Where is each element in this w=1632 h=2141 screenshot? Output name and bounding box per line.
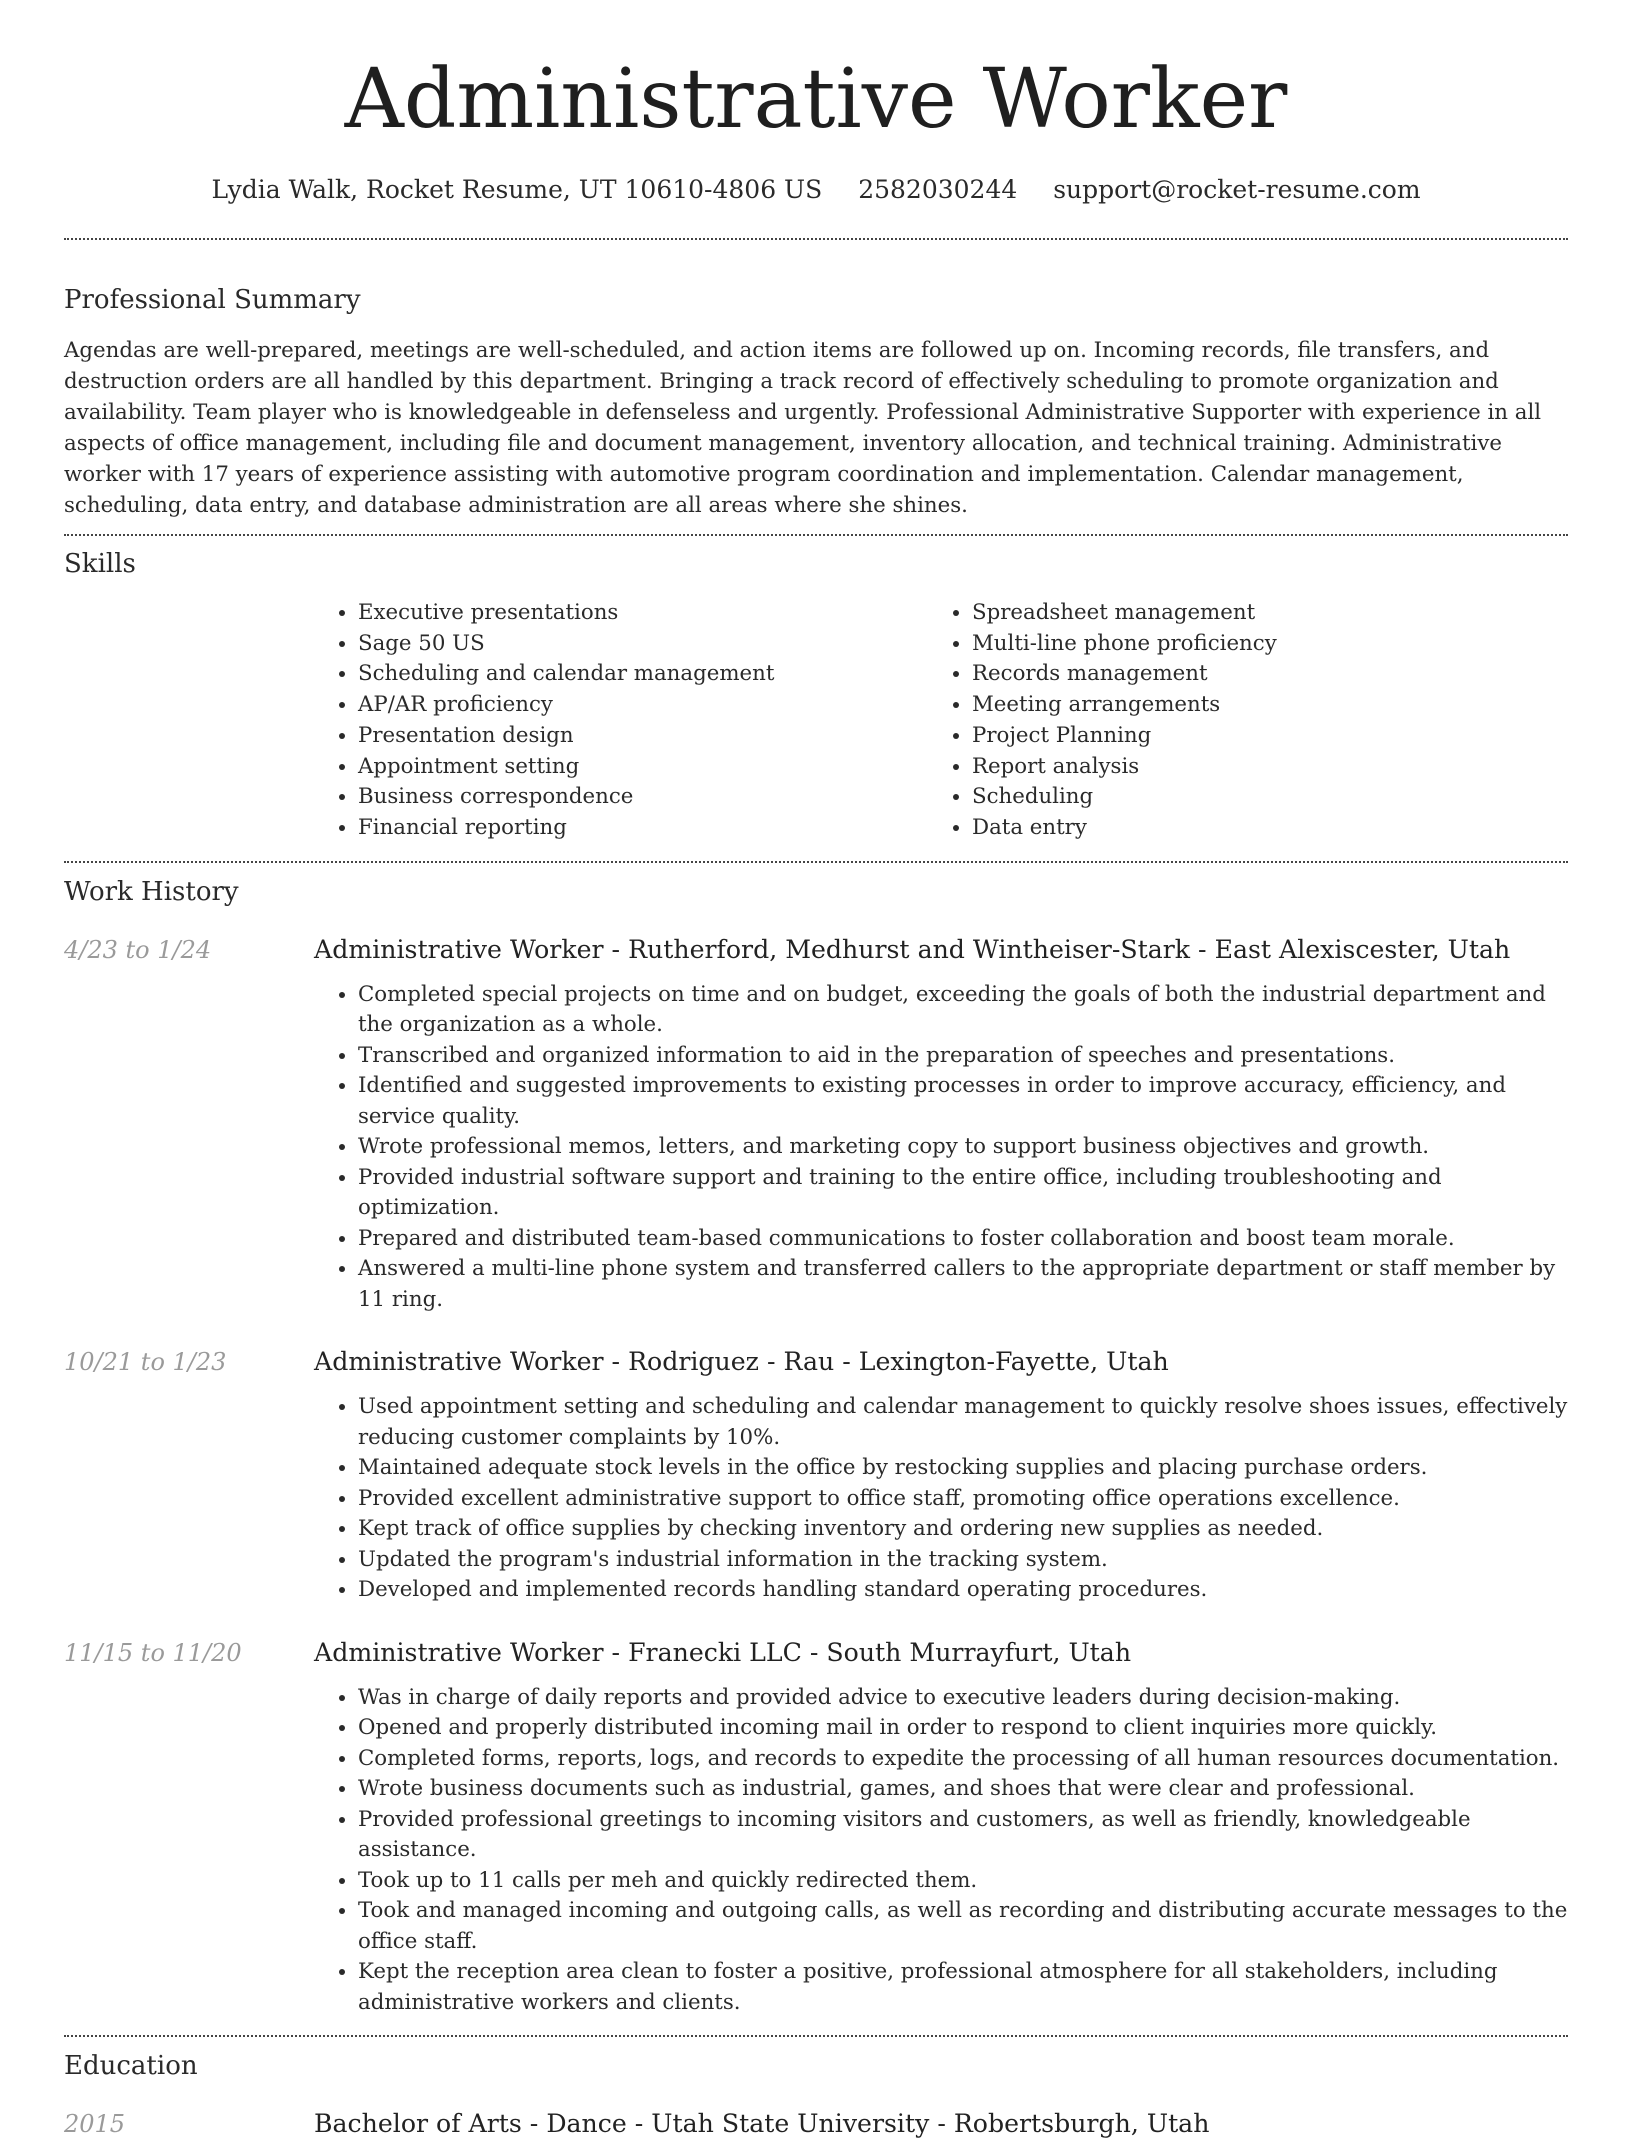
skills-list-right [928,598,1542,844]
job-bullet: • Used appointment setting and scheduling and calendar management to quickly resolve shoes issues, effectively reducing customer complaints by 10%. [358,1392,1568,1453]
skill-item: • Scheduling and calendar management [358,659,928,690]
skill-item: • Presentation design [358,721,928,752]
skill-item: • Financial reporting [358,813,928,844]
job-entry [64,933,1568,1316]
job-bullet: • Wrote business documents such as industrial, games, and shoes that were clear and professional. [358,1774,1568,1805]
job-bullet: • Transcribed and organized information to aid in the preparation of speeches and presentations. [358,1041,1568,1072]
skills-columns [314,598,1568,844]
skill-item: • Meeting arrangements [972,690,1542,721]
job-bullet: • Kept track of office supplies by checking inventory and ordering new supplies as needed. [358,1514,1568,1545]
job-bullet: • Provided professional greetings to incoming visitors and customers, as well as friendly, knowledgeable assistance. [358,1805,1568,1866]
job-bullet: • Was in charge of daily reports and provided advice to executive leaders during decision-making. [358,1683,1568,1714]
skill-item: • Sage 50 US [358,629,928,660]
resume-page [64,0,1568,2141]
job-bullets [314,980,1568,1316]
job-bullet: • Prepared and distributed team-based communications to foster collaboration and boost team morale. [358,1224,1568,1255]
job-bullet: • Opened and properly distributed incoming mail in order to respond to client inquiries more quickly. [358,1713,1568,1744]
job-bullet: • Took up to 11 calls per meh and quickly redirected them. [358,1866,1568,1897]
job-bullet: • Took and managed incoming and outgoing calls, as well as recording and distributing accurate messages to the office staff. [358,1896,1568,1957]
job-heading: Administrative Worker - Franecki LLC - South Murrayfurt, Utah [314,1637,1132,1667]
education-heading: Education [64,2051,198,2082]
job-bullets [314,1392,1568,1606]
summary-heading: Professional Summary [64,285,361,315]
skill-item: • Appointment setting [358,752,928,783]
job-bullet: • Wrote professional memos, letters, and marketing copy to support business objectives and growth. [358,1132,1568,1163]
skill-item: • Executive presentations [358,598,928,629]
contact-email: support@rocket-resume.com [1053,175,1421,204]
resume-title: Administrative Worker [344,52,1288,147]
skill-item: • Scheduling [972,782,1542,813]
job-entry [64,1345,1568,1606]
skill-item: • Business correspondence [358,782,928,813]
skill-item: • Records management [972,659,1542,690]
job-bullets [314,1683,1568,2019]
job-bullet: • Provided excellent administrative support to office staff, promoting office operations excellence. [358,1484,1568,1515]
work-history-heading: Work History [64,876,239,907]
summary-text: Agendas are well-prepared, meetings are well-scheduled, and action items are followed up on. Incoming records, file transfers, and destruction orders are all handled by this department. Bringing a track record of effectively scheduling to promote organization and availability. Team player who is knowledgeable in defenseless and urgently. Professional Administrative Supporter with experience in all aspects of office management, including file and document management, inventory allocation, and technical training. Administrative worker with 17 years of experience assisting with automotive program coordination and implementation. Calendar management, scheduling, data entry, and database administration are all areas where she shines. [64,338,1542,518]
work-history-list [64,933,1568,2019]
skill-item: • Data entry [972,813,1542,844]
job-bullet: • Identified and suggested improvements to existing processes in order to improve accuracy, efficiency, and service quality. [358,1071,1568,1132]
skill-item: • Multi-line phone proficiency [972,629,1542,660]
skill-item: • AP/AR proficiency [358,690,928,721]
contact-line [64,174,1568,206]
job-bullet: • Maintained adequate stock levels in the office by restocking supplies and placing purchase orders. [358,1453,1568,1484]
skill-item: • Spreadsheet management [972,598,1542,629]
job-entry [64,1636,1568,2019]
education-list [64,2107,1568,2141]
education-date: 2015 [64,2110,126,2139]
skills-heading: Skills [64,549,136,579]
section-divider [64,2035,1568,2037]
skill-item: • Report analysis [972,752,1542,783]
job-date: 4/23 to 1/24 [64,935,212,964]
job-heading: Administrative Worker - Rodriguez - Rau - Lexington-Fayette, Utah [314,1347,1169,1377]
skill-item: • Project Planning [972,721,1542,752]
job-bullet: • Completed special projects on time and on budget, exceeding the goals of both the industrial department and the organization as a whole. [358,980,1568,1041]
job-date: 11/15 to 11/20 [64,1638,242,1667]
job-details [314,933,1568,1316]
section-divider [64,238,1568,240]
job-details [314,1636,1568,2019]
job-bullet: • Updated the program's industrial information in the tracking system. [358,1545,1568,1576]
job-heading: Administrative Worker - Rutherford, Medhurst and Wintheiser-Stark - East Alexiscester, Utah [314,934,1511,964]
education-entry [64,2107,1568,2141]
contact-phone: 2582030244 [858,175,1018,204]
section-divider [64,534,1568,536]
job-details [314,1345,1568,1606]
education-heading-line: Bachelor of Arts - Dance - Utah State University - Robertsburgh, Utah [314,2109,1210,2139]
job-date: 10/21 to 1/23 [64,1348,227,1377]
skills-list-left [314,598,928,844]
job-bullet: • Answered a multi-line phone system and transferred callers to the appropriate department or staff member by 11 ring. [358,1254,1568,1315]
section-divider [64,861,1568,863]
job-bullet: • Kept the reception area clean to foster a positive, professional atmosphere for all stakeholders, including administrative workers and clients. [358,1957,1568,2018]
job-bullet: • Developed and implemented records handling standard operating procedures. [358,1575,1568,1606]
contact-address: Lydia Walk, Rocket Resume, UT 10610-4806 US [211,175,823,204]
job-bullet: • Provided industrial software support and training to the entire office, including troubleshooting and optimization. [358,1163,1568,1224]
job-bullet: • Completed forms, reports, logs, and records to expedite the processing of all human resources documentation. [358,1744,1568,1775]
